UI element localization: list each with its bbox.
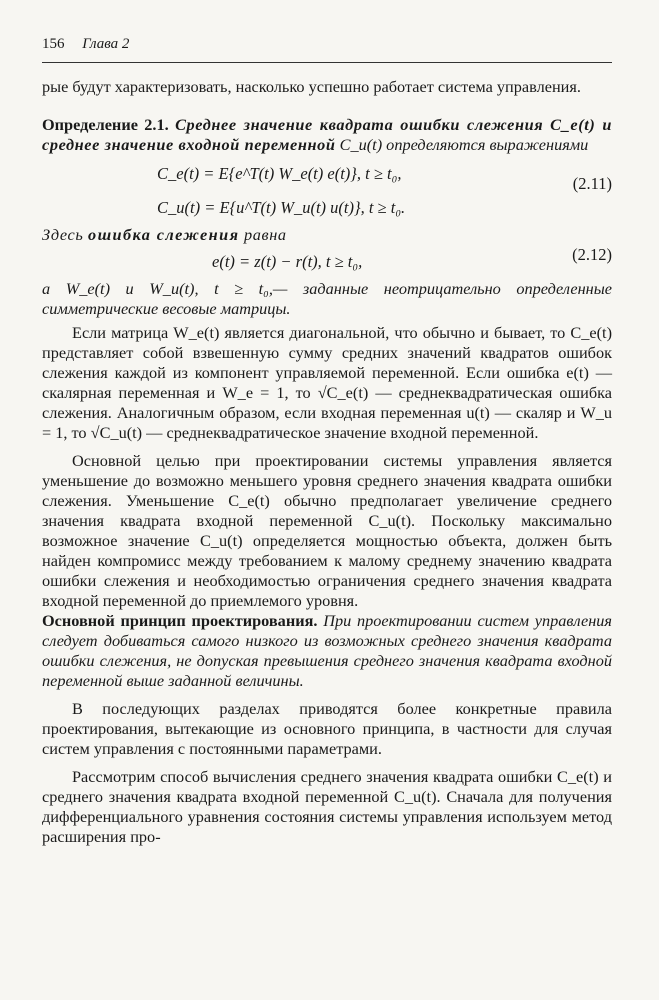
definition-rest: C_u(t) определяются выражениями: [339, 135, 589, 154]
paragraph-method: Рассмотрим способ вычисления среднего значения квадрата ошибки C_e(t) и среднего значения квадрата входной переменной C_u(t). Сначала для получения дифференциального уравнения состояния системы управления используем метод расширения про-: [42, 767, 612, 846]
equation-2-11-line-1: C_e(t) = E{e^T(t) W_e(t) e(t)}, t ≥ t₀,: [157, 164, 402, 183]
paragraph-intro: рые будут характеризовать, насколько успешно работает система управления.: [42, 77, 581, 96]
paragraph-matrix: Если матрица W_e(t) является диагональной, что обычно и бывает, то C_e(t) представляет собой взвешенную сумму средних значений квадратов ошибок слежения каждой из компонент управляемой переменной. Если ошибка e(t) — скалярная переменная и W_e = 1, то √C_e(t) — среднеквадратическая ошибка слежения. Аналогичным образом, если входная переменная u(t) — скаляр и W_u = 1, то √C_u(t) — среднеквадратическое значение входной переменной.: [42, 323, 612, 442]
running-header: [42, 36, 612, 58]
page-number: 156: [42, 36, 65, 52]
equation-2-11-line-2: C_u(t) = E{u^T(t) W_u(t) u(t)}, t ≥ t₀.: [157, 198, 406, 217]
header-rule: [42, 62, 612, 63]
tracking-error-intro: [42, 225, 612, 245]
definition-2-1: [42, 115, 612, 155]
equation-2-11: [42, 157, 612, 225]
equals-word: равна: [244, 225, 287, 244]
equation-number-2-11: (2.11): [572, 174, 612, 193]
equation-2-12: [42, 245, 612, 279]
chapter-title: Глава 2: [82, 36, 130, 52]
design-principle: [42, 611, 612, 691]
tracking-error-term: ошибка слежения: [88, 225, 240, 244]
definition-label: Определение 2.1.: [42, 115, 169, 134]
here-word: Здесь: [42, 225, 84, 244]
equation-2-12-line: e(t) = z(t) − r(t), t ≥ t₀,: [212, 252, 363, 271]
paragraph-goal: Основной целью при проектировании системы управления является уменьшение до возможно меньшего уровня среднего значения квадрата ошибки слежения. Уменьшение C_e(t) обычно предполагает увеличение среднего значения квадрата входной переменной C_u(t). Поскольку максимально возможное значение C_u(t) определяется мощностью объекта, должен быть найден компромисс между требованием к малому среднему значению квадрата ошибки слежения и необходимостью ограничения среднего значения квадрата входной переменной до приемлемого уровня.: [42, 451, 612, 610]
principle-text: При проектировании систем управления следует добиваться самого низкого из возможных среднего значения квадрата ошибки слежения, не допуская превышения среднего значения квадрата входной переменной выше заданной величины.: [42, 611, 612, 690]
definition-title: Среднее значение квадрата ошибки слежения C_e(t) и среднее значение входной переменной: [42, 115, 612, 154]
weight-matrices-note: а W_e(t) и W_u(t), t ≥ t₀,— заданные неотрицательно определенные симметрические весовые матрицы.: [42, 279, 612, 318]
paragraph-next-sections: В последующих разделах приводятся более конкретные правила проектирования, вытекающие из основного принципа, в частности для случая систем управления с постоянными параметрами.: [42, 699, 612, 758]
principle-label: Основной принцип проектирования.: [42, 611, 318, 630]
book-page: [42, 36, 612, 847]
equation-number-2-12: (2.12): [572, 245, 612, 264]
